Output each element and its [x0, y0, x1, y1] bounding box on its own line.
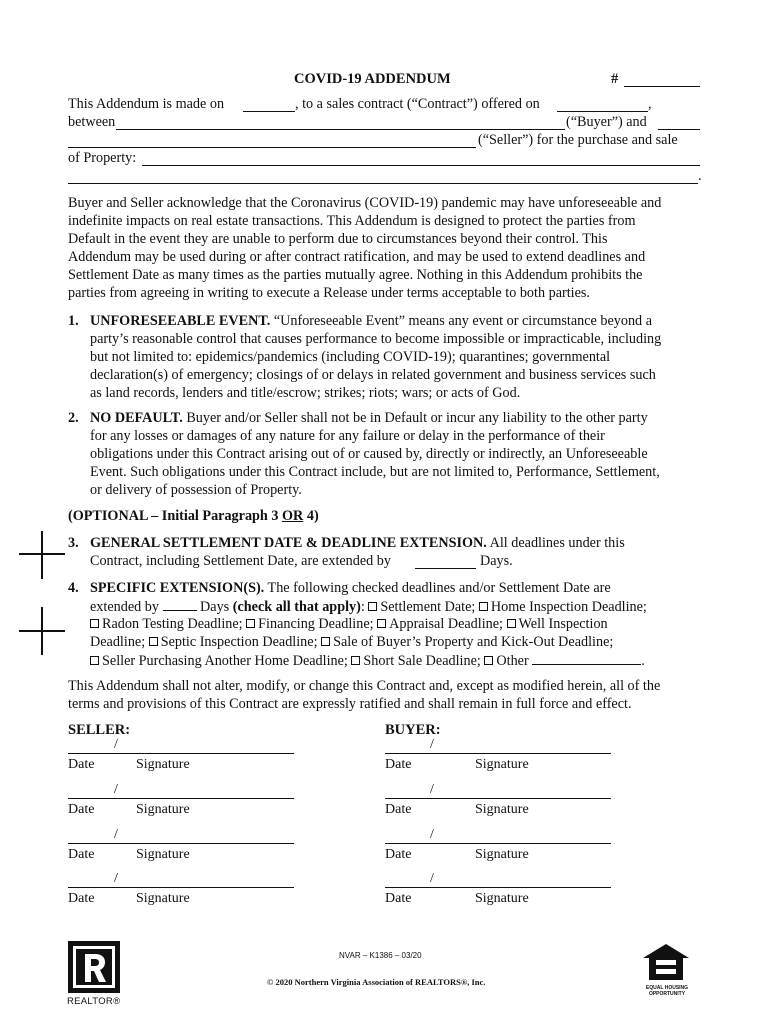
section-3-heading: GENERAL SETTLEMENT DATE & DEADLINE EXTENSION. — [90, 535, 487, 551]
seller-name-field[interactable] — [68, 147, 476, 148]
seller-date-label: Date — [68, 891, 95, 906]
buyer-signature-line[interactable] — [385, 887, 611, 888]
closing-paragraph — [68, 678, 660, 714]
preamble-line: Buyer and Seller acknowledge that the Coronavirus (COVID-19) pandemic may have unforeseeable and — [68, 195, 662, 211]
intro-line-4a: of Property: — [68, 150, 137, 166]
radon-testing-label: Radon Testing Deadline; — [102, 616, 243, 632]
seller-purchasing-label: Seller Purchasing Another Home Deadline; — [102, 653, 348, 669]
preamble-line: indefinite impacts on real estate transactions. This Addendum is designed to protect the parties from — [68, 212, 636, 229]
section-1-heading: UNFORESEEABLE EVENT. — [90, 313, 271, 329]
seller-date-label: Date — [68, 757, 95, 772]
intro-line-2b: (“Buyer”) and — [566, 114, 647, 130]
sale-of-buyers-property-checkbox[interactable] — [321, 637, 330, 646]
section-1-line: as land records, lenders and title/escrow; strikes; riots; wars; or acts of God. — [90, 384, 521, 401]
buyer-signature-label: Signature — [475, 802, 529, 817]
seller-signature-label: Signature — [136, 891, 190, 906]
seller-signature-line[interactable] — [68, 753, 294, 754]
section-2-line: or delivery of possession of Property. — [90, 481, 302, 498]
seller-date-label: Date — [68, 802, 95, 817]
appraisal-label: Appraisal Deadline; — [389, 616, 503, 632]
home-inspection-label: Home Inspection Deadline; — [490, 599, 647, 615]
home-inspection-checkbox[interactable] — [479, 602, 488, 611]
copyright-notice: © 2020 Northern Virginia Association of REALTORS®, Inc. — [267, 977, 486, 987]
section-3-line-1 — [90, 535, 625, 553]
extension-days-field[interactable] — [415, 568, 476, 569]
section-1-first-line: “Unforeseeable Event” means any event or circumstance beyond a — [270, 313, 652, 329]
buyer-signature-label: Signature — [475, 847, 529, 862]
optional-prefix: (OPTIONAL – Initial Paragraph 3 — [68, 508, 283, 524]
section-2-number: 2. — [68, 410, 79, 426]
page-title: COVID-19 ADDENDUM — [294, 71, 451, 87]
radon-testing-checkbox[interactable] — [90, 619, 99, 628]
seller-signature-line[interactable] — [68, 887, 294, 888]
date-slash: / — [430, 871, 434, 886]
seller-signature-line[interactable] — [68, 843, 294, 844]
settlement-date-label: Settlement Date; — [380, 599, 476, 615]
other-label: Other — [496, 653, 529, 669]
buyer-name-field[interactable] — [116, 129, 565, 130]
section-4-first-line: The following checked deadlines and/or Settlement Date are — [264, 580, 611, 596]
closing-line: terms and provisions of this Contract are expressly ratified and shall remain in full force and effect. — [68, 695, 632, 712]
seller-purchasing-checkbox[interactable] — [90, 656, 99, 665]
preamble-line: parties from agreeing in writing to execute a Release under terms acceptable to both parties. — [68, 284, 590, 301]
section-2-line: Event. Such obligations under this Contract include, but are not limited to, Performance, Settlement, — [90, 463, 660, 480]
date-slash: / — [430, 782, 434, 797]
other-checkbox[interactable] — [484, 656, 493, 665]
buyer-signature-line[interactable] — [385, 798, 611, 799]
buyer-heading: BUYER: — [385, 722, 441, 738]
property-address-field[interactable] — [142, 165, 700, 166]
initial-mark-4-horizontal — [19, 630, 65, 632]
equal-housing-text: EQUAL HOUSING OPPORTUNITY — [645, 985, 689, 997]
section-3-first-line: All deadlines under this — [486, 535, 625, 551]
intro-line-2a: between — [68, 114, 116, 130]
buyer-signature-label: Signature — [475, 757, 529, 772]
financing-label: Financing Deadline; — [258, 616, 374, 632]
equal-housing-icon — [641, 942, 691, 982]
date-slash: / — [114, 871, 118, 886]
initial-mark-3-horizontal — [19, 553, 65, 555]
closing-line: This Addendum shall not alter, modify, or change this Contract and, except as modified herein, all of the — [68, 678, 661, 694]
contract-number-field[interactable] — [624, 86, 700, 87]
well-inspection-label: Well Inspection — [518, 616, 608, 632]
section-4-line-4 — [90, 634, 613, 652]
buyer-date-label: Date — [385, 891, 412, 906]
date-slash: / — [114, 827, 118, 842]
section-3-line-2b: Days. — [480, 553, 513, 569]
well-inspection-checkbox[interactable] — [507, 619, 516, 628]
section-2-first-line: Buyer and/or Seller shall not be in Default or incur any liability to the other party — [182, 410, 648, 426]
buyer-date-label: Date — [385, 847, 412, 862]
settlement-date-checkbox[interactable] — [368, 602, 377, 611]
section-2-heading: NO DEFAULT. — [90, 410, 183, 426]
optional-instruction — [68, 508, 319, 526]
section-1-line: party’s reasonable control that causes performance to become impossible or impracticable, including — [90, 330, 662, 347]
contract-number-label: # — [611, 71, 619, 87]
intro-line-1a: This Addendum is made on — [68, 96, 225, 112]
section-4-number: 4. — [68, 580, 79, 596]
optional-or: OR — [282, 508, 304, 524]
section-1-body — [90, 313, 661, 403]
buyer-date-label: Date — [385, 802, 412, 817]
buyer-signature-label: Signature — [475, 891, 529, 906]
other-period: . — [641, 653, 645, 669]
buyer-signature-line[interactable] — [385, 843, 611, 844]
preamble-line: Addendum may be used during or after contract ratification, and may be used to extend deadlines and — [68, 248, 646, 265]
seller-signature-label: Signature — [136, 802, 190, 817]
financing-checkbox[interactable] — [246, 619, 255, 628]
section-4-line-3 — [90, 616, 608, 634]
date-slash: / — [430, 827, 434, 842]
seller-signature-label: Signature — [136, 847, 190, 862]
preamble-line: Settlement Date as many times as the parties mutually agree. Nothing in this Addendum prohibits the — [68, 266, 643, 283]
preamble-line: Default in the event they are unable to perform due to circumstances beyond their control. This — [68, 230, 608, 247]
section-2-body — [90, 410, 660, 500]
buyer-signature-line[interactable] — [385, 753, 611, 754]
intro-line-1c: , — [648, 96, 652, 112]
septic-inspection-checkbox[interactable] — [149, 637, 158, 646]
property-address-field-2[interactable] — [68, 183, 698, 184]
section-1-line: but not limited to: epidemics/pandemics (including COVID-19); quarantines; governmental — [90, 348, 611, 365]
section-4-line-2 — [90, 598, 647, 617]
seller-signature-label: Signature — [136, 757, 190, 772]
addendum-date-field[interactable] — [243, 111, 295, 112]
short-sale-checkbox[interactable] — [351, 656, 360, 665]
initial-mark-3-vertical — [41, 531, 43, 579]
section-1-number: 1. — [68, 313, 79, 329]
section-4-line-1 — [90, 580, 611, 598]
realtor-r-icon — [68, 941, 120, 993]
section-4-heading: SPECIFIC EXTENSION(S). — [90, 580, 265, 596]
short-sale-label: Short Sale Deadline; — [363, 653, 481, 669]
section-2-line: for any losses or damages of any nature for any failure or delay in the performance of their — [90, 427, 605, 444]
preamble-paragraph — [68, 195, 661, 302]
realtor-logo-icon — [68, 941, 120, 993]
seller-heading: SELLER: — [68, 722, 131, 738]
seller-signature-line[interactable] — [68, 798, 294, 799]
optional-suffix: 4) — [303, 508, 319, 524]
specific-extension-days-field[interactable] — [163, 598, 197, 611]
section-3-number: 3. — [68, 535, 79, 551]
intro-line-5b: . — [698, 168, 702, 184]
sale-of-buyers-property-label: Sale of Buyer’s Property and Kick-Out Deadline; — [333, 634, 614, 650]
date-slash: / — [430, 737, 434, 752]
check-all-label: (check all that apply) — [232, 599, 361, 615]
appraisal-checkbox[interactable] — [377, 619, 386, 628]
well-inspection-label-cont: Deadline; — [90, 634, 146, 650]
seller-name-field-start[interactable] — [658, 129, 700, 130]
seller-date-label: Date — [68, 847, 95, 862]
days-label: Days — [200, 599, 230, 615]
section-4-line-5 — [90, 652, 645, 671]
other-deadline-field[interactable] — [532, 652, 641, 665]
intro-line-3b: (“Seller”) for the purchase and sale — [478, 132, 678, 148]
date-slash: / — [114, 782, 118, 797]
realtor-logo-text: REALTOR® — [67, 996, 121, 1007]
section-3-line-2a: Contract, including Settlement Date, are extended by — [90, 553, 391, 569]
extended-by-label: extended by — [90, 599, 159, 615]
contract-offered-date-field[interactable] — [557, 111, 648, 112]
buyer-date-label: Date — [385, 757, 412, 772]
section-1-line: declaration(s) of emergency; closings of or delays in related government and business services such — [90, 366, 656, 383]
form-code: NVAR – K1386 – 03/20 — [339, 951, 422, 960]
date-slash: / — [114, 737, 118, 752]
septic-inspection-label: Septic Inspection Deadline; — [160, 634, 318, 650]
intro-line-1b: , to a sales contract (“Contract”) offered on — [295, 96, 540, 112]
section-2-line: obligations under this Contract arising out of or caused by, directly or indirectly, an Unforeseeable — [90, 445, 648, 462]
colon: : — [360, 599, 365, 615]
